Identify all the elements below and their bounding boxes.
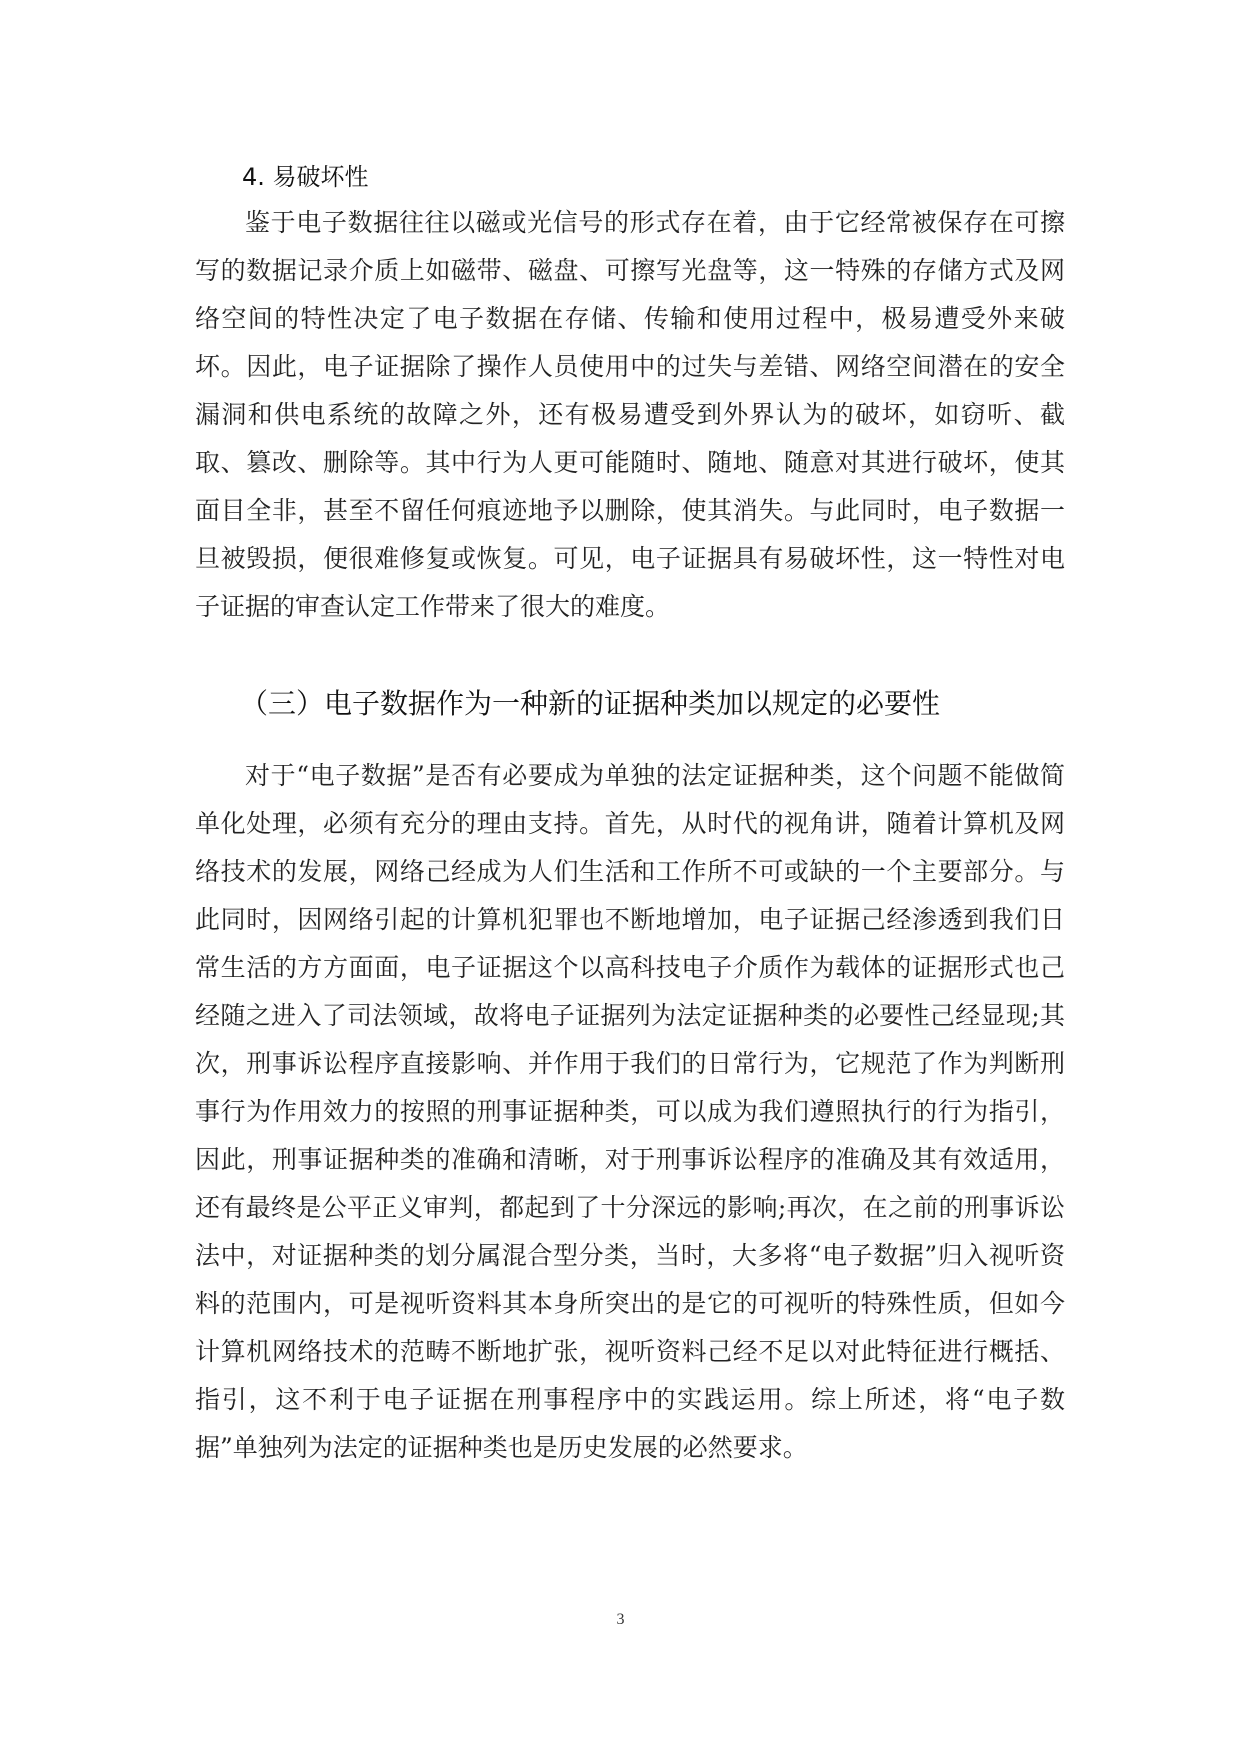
paragraph-vulnerability: 鉴于电子数据往往以磁或光信号的形式存在着，由于它经常被保存在可擦写的数据记录介质上如磁带、磁盘、可擦写光盘等，这一特殊的存储方式及网络空间的特性决定了电子数据在存储、传输和使用过程中，极易遭受外来破坏。因此，电子证据除了操作人员使用中的过失与差错、网络空间潜在的安全漏洞和供电系统的故障之外，还有极易遭受到外界认为的破坏，如窃听、截取、篡改、删除等。其中行为人更可能随时、随地、随意对其进行破坏，使其面目全非，甚至不留任何痕迹地予以删除，使其消失。与此同时，电子数据一旦被毁损，便很难修复或恢复。可见，电子证据具有易破坏性，这一特性对电子证据的审查认定工作带来了很大的难度。 bbox=[195, 208, 1065, 621]
paragraph-necessity: 对于“电子数据”是否有必要成为单独的法定证据种类，这个问题不能做简单化处理，必须有充分的理由支持。首先，从时代的视角讲，随着计算机及网络技术的发展，网络己经成为人们生活和工作所不可或缺的一个主要部分。与此同时，因网络引起的计算机犯罪也不断地增加，电子证据己经渗透到我们日常生活的方方面面，电子证据这个以高科技电子介质作为载体的证据形式也己经随之进入了司法领域，故将电子证据列为法定证据种类的必要性己经显现;其次，刑事诉讼程序直接影响、并作用于我们的日常行为，它规范了作为判断刑事行为作用效力的按照的刑事证据种类，可以成为我们遵照执行的行为指引，因此，刑事证据种类的准确和清晰，对于刑事诉讼程序的准确及其有效适用，还有最终是公平正义审判，都起到了十分深远的影响;再次，在之前的刑事诉讼法中，对证据种类的划分属混合型分类，当时，大多将“电子数据”归入视听资料的范围内，可是视听资料其本身所突出的是它的可视听的特殊性质，但如今计算机网络技术的范畴不断地扩张，视听资料己经不足以对此特征进行概括、指引，这不利于电子证据在刑事程序中的实践运用。综上所述，将“电子数据”单独列为法定的证据种类也是历史发展的必然要求。 bbox=[195, 761, 1065, 1462]
subsection-title: 4. 易破坏性 bbox=[242, 163, 369, 191]
section-heading: （三）电子数据作为一种新的证据种类加以规定的必要性 bbox=[240, 687, 941, 720]
page-number: 3 bbox=[616, 1611, 625, 1628]
